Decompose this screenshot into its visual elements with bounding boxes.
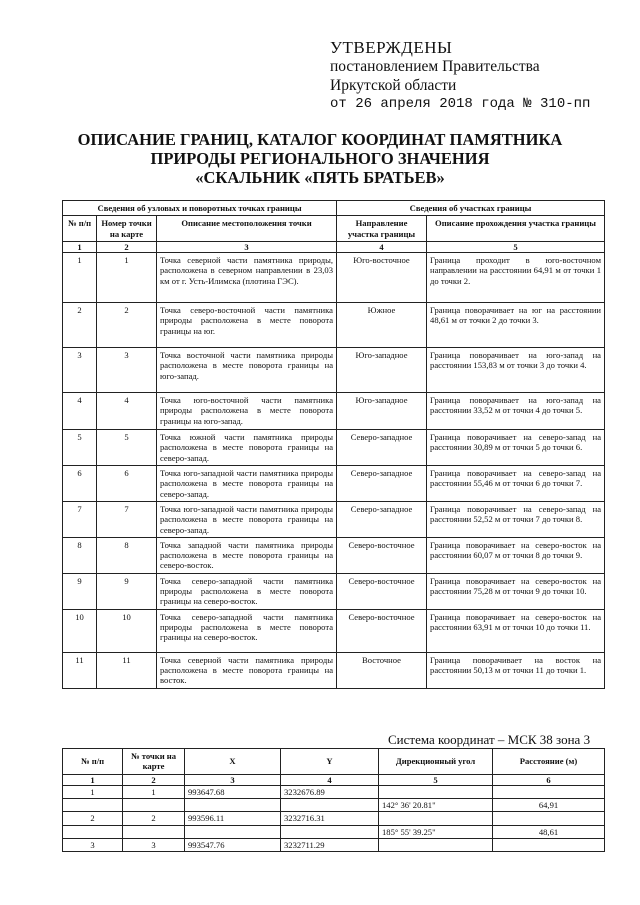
point-number: 8 bbox=[97, 537, 157, 573]
row-number: 8 bbox=[63, 537, 97, 573]
point-number: 2 bbox=[97, 303, 157, 348]
section-passage: Граница поворачивает на восток на расстоянии 50,13 м от точки 11 до точки 1. bbox=[427, 652, 605, 688]
section-direction: Юго-восточное bbox=[337, 253, 427, 303]
coord-row-number: 3 bbox=[63, 839, 123, 852]
point-number: 6 bbox=[97, 466, 157, 502]
empty-cell bbox=[63, 825, 123, 838]
empty-cell bbox=[123, 825, 185, 838]
point-number: 7 bbox=[97, 501, 157, 537]
section-passage: Граница поворачивает на юг на расстоянии 48,61 м от точки 2 до точки 3. bbox=[427, 303, 605, 348]
coord-point-number: 3 bbox=[123, 839, 185, 852]
section-direction: Северо-западное bbox=[337, 501, 427, 537]
column-number: 1 bbox=[63, 241, 97, 252]
boundary-table bbox=[62, 200, 605, 689]
group-header-nodes: Сведения об узловых и поворотных точках границы bbox=[63, 201, 337, 216]
point-number: 11 bbox=[97, 652, 157, 688]
point-number: 5 bbox=[97, 430, 157, 466]
coordinate-segment-row bbox=[63, 799, 605, 812]
col-header-point: Номер точки на карте bbox=[97, 216, 157, 242]
section-passage: Граница поворачивает на юго-запад на расстоянии 33,52 м от точки 4 до точки 5. bbox=[427, 393, 605, 430]
point-location: Точка юго-восточной части памятника природы расположена в месте поворота границы на юго-запад. bbox=[157, 393, 337, 430]
coord-x: 993547.76 bbox=[185, 839, 281, 852]
row-number: 7 bbox=[63, 501, 97, 537]
point-location: Точка северо-восточной части памятника природы расположена в месте поворота границы на юг. bbox=[157, 303, 337, 348]
boundary-row bbox=[63, 303, 605, 348]
col-header-location: Описание местоположения точки bbox=[157, 216, 337, 242]
point-number: 3 bbox=[97, 348, 157, 393]
boundary-row bbox=[63, 430, 605, 466]
coord-x: 993647.68 bbox=[185, 785, 281, 798]
column-number: 5 bbox=[427, 241, 605, 252]
document-title-line-2: ПРИРОДЫ РЕГИОНАЛЬНОГО ЗНАЧЕНИЯ bbox=[150, 149, 490, 168]
section-direction: Северо-западное bbox=[337, 466, 427, 502]
column-number: 4 bbox=[337, 241, 427, 252]
direction-angle: 142° 36' 20.81" bbox=[379, 799, 493, 812]
approval-date: от 26 апреля 2018 года № 310-пп bbox=[330, 96, 591, 112]
point-location: Точка северной части памятника природы расположена в месте поворота границы на восток. bbox=[157, 652, 337, 688]
column-number: 1 bbox=[63, 774, 123, 785]
column-number: 2 bbox=[123, 774, 185, 785]
row-number: 1 bbox=[63, 253, 97, 303]
section-direction: Северо-восточное bbox=[337, 537, 427, 573]
boundary-row bbox=[63, 537, 605, 573]
coord-col-header-point: № точки на карте bbox=[123, 749, 185, 775]
row-number: 3 bbox=[63, 348, 97, 393]
col-header-passage: Описание прохождения участка границы bbox=[427, 216, 605, 242]
column-number-row bbox=[63, 241, 605, 252]
section-direction: Северо-восточное bbox=[337, 609, 427, 652]
boundary-row bbox=[63, 253, 605, 303]
coord-col-header-distance: Расстояние (м) bbox=[493, 749, 605, 775]
coord-row-number: 2 bbox=[63, 812, 123, 825]
row-number: 2 bbox=[63, 303, 97, 348]
point-location: Точка северной части памятника природы, расположена в северном направлении в 23,03 км от г. Усть-Илимска (плотина ГЭС). bbox=[157, 253, 337, 303]
coordinate-point-row bbox=[63, 785, 605, 798]
section-passage: Граница поворачивает на северо-запад на расстоянии 52,52 м от точки 7 до точки 8. bbox=[427, 501, 605, 537]
coord-col-header-num: № п/п bbox=[63, 749, 123, 775]
empty-cell bbox=[281, 825, 379, 838]
point-location: Точка северо-западной части памятника природы расположена в месте поворота границы на северо-восток. bbox=[157, 609, 337, 652]
approval-line-2: Иркутской области bbox=[330, 77, 457, 94]
coord-col-header-x: X bbox=[185, 749, 281, 775]
row-number: 11 bbox=[63, 652, 97, 688]
coord-col-header-y: Y bbox=[281, 749, 379, 775]
empty-cell bbox=[493, 812, 605, 825]
boundary-row bbox=[63, 466, 605, 502]
coordinate-point-row bbox=[63, 839, 605, 852]
coord-y: 3232711.29 bbox=[281, 839, 379, 852]
column-number: 3 bbox=[157, 241, 337, 252]
segment-distance: 48,61 bbox=[493, 825, 605, 838]
section-passage: Граница поворачивает на северо-запад на расстоянии 55,46 м от точки 6 до точки 7. bbox=[427, 466, 605, 502]
point-location: Точка юго-западной части памятника природы расположена в месте поворота границы на северо-запад. bbox=[157, 466, 337, 502]
empty-cell bbox=[123, 799, 185, 812]
document-title-line-3: «СКАЛЬНИК «ПЯТЬ БРАТЬЕВ» bbox=[195, 168, 445, 187]
document-title bbox=[40, 130, 600, 187]
empty-cell bbox=[185, 799, 281, 812]
boundary-row bbox=[63, 348, 605, 393]
row-number: 10 bbox=[63, 609, 97, 652]
section-passage: Граница поворачивает на северо-восток на расстоянии 60,07 м от точки 8 до точки 9. bbox=[427, 537, 605, 573]
coordinate-segment-row bbox=[63, 825, 605, 838]
row-number: 6 bbox=[63, 466, 97, 502]
point-number: 1 bbox=[97, 253, 157, 303]
boundary-row bbox=[63, 393, 605, 430]
empty-cell bbox=[379, 812, 493, 825]
boundary-row bbox=[63, 652, 605, 688]
empty-cell bbox=[63, 799, 123, 812]
section-direction: Юго-западное bbox=[337, 348, 427, 393]
section-passage: Граница поворачивает на северо-запад на расстоянии 30,89 м от точки 5 до точки 6. bbox=[427, 430, 605, 466]
coord-col-header-angle: Дирекционный угол bbox=[379, 749, 493, 775]
point-location: Точка южной части памятника природы расположена в месте поворота границы на северо-запад. bbox=[157, 430, 337, 466]
coordinate-table bbox=[62, 748, 605, 852]
section-passage: Граница поворачивает на северо-восток на расстоянии 63,91 м от точки 10 до точки 11. bbox=[427, 609, 605, 652]
coord-y: 3232676.89 bbox=[281, 785, 379, 798]
point-location: Точка северо-западной части памятника природы расположена в месте поворота границы на северо-восток. bbox=[157, 573, 337, 609]
segment-distance: 64,91 bbox=[493, 799, 605, 812]
column-number: 6 bbox=[493, 774, 605, 785]
section-passage: Граница поворачивает на юго-запад на расстоянии 153,83 м от точки 3 до точки 4. bbox=[427, 348, 605, 393]
coord-row-number: 1 bbox=[63, 785, 123, 798]
coord-point-number: 2 bbox=[123, 812, 185, 825]
section-direction: Северо-восточное bbox=[337, 573, 427, 609]
point-location: Точка западной части памятника природы расположена в месте поворота границы на северо-восток. bbox=[157, 537, 337, 573]
row-number: 5 bbox=[63, 430, 97, 466]
coordinate-point-row bbox=[63, 812, 605, 825]
coord-y: 3232716.31 bbox=[281, 812, 379, 825]
col-header-num: № п/п bbox=[63, 216, 97, 242]
empty-cell bbox=[379, 839, 493, 852]
section-passage: Граница поворачивает на северо-восток на расстоянии 75,28 м от точки 9 до точки 10. bbox=[427, 573, 605, 609]
approval-block bbox=[330, 38, 590, 114]
empty-cell bbox=[493, 785, 605, 798]
point-location: Точка восточной части памятника природы расположена в месте поворота границы на юго-запад. bbox=[157, 348, 337, 393]
row-number: 4 bbox=[63, 393, 97, 430]
point-number: 4 bbox=[97, 393, 157, 430]
row-number: 9 bbox=[63, 573, 97, 609]
empty-cell bbox=[493, 839, 605, 852]
coord-point-number: 1 bbox=[123, 785, 185, 798]
approval-title: УТВЕРЖДЕНЫ bbox=[330, 38, 453, 57]
point-location: Точка юго-западной части памятника природы расположена в месте поворота границы на северо-запад. bbox=[157, 501, 337, 537]
boundary-row bbox=[63, 573, 605, 609]
section-passage: Граница проходит в юго-восточном направлении на расстоянии 64,91 м от точки 1 до точки 2. bbox=[427, 253, 605, 303]
boundary-row bbox=[63, 609, 605, 652]
column-number: 3 bbox=[185, 774, 281, 785]
col-header-direction: Направление участка границы bbox=[337, 216, 427, 242]
coordinate-system-caption: Система координат – МСК 38 зона 3 bbox=[388, 732, 591, 747]
approval-line-1: постановлением Правительства bbox=[330, 58, 540, 75]
group-header-sections: Сведения об участках границы bbox=[337, 201, 605, 216]
coord-x: 993596.11 bbox=[185, 812, 281, 825]
column-number: 5 bbox=[379, 774, 493, 785]
point-number: 9 bbox=[97, 573, 157, 609]
direction-angle: 185° 55' 39.25" bbox=[379, 825, 493, 838]
document-title-line-1: ОПИСАНИЕ ГРАНИЦ, КАТАЛОГ КООРДИНАТ ПАМЯТНИКА bbox=[77, 130, 563, 149]
section-direction: Южное bbox=[337, 303, 427, 348]
section-direction: Юго-западное bbox=[337, 393, 427, 430]
boundary-row bbox=[63, 501, 605, 537]
empty-cell bbox=[281, 799, 379, 812]
column-number: 4 bbox=[281, 774, 379, 785]
section-direction: Северо-западное bbox=[337, 430, 427, 466]
column-number: 2 bbox=[97, 241, 157, 252]
empty-cell bbox=[379, 785, 493, 798]
empty-cell bbox=[185, 825, 281, 838]
point-number: 10 bbox=[97, 609, 157, 652]
section-direction: Восточное bbox=[337, 652, 427, 688]
coord-column-number-row bbox=[63, 774, 605, 785]
